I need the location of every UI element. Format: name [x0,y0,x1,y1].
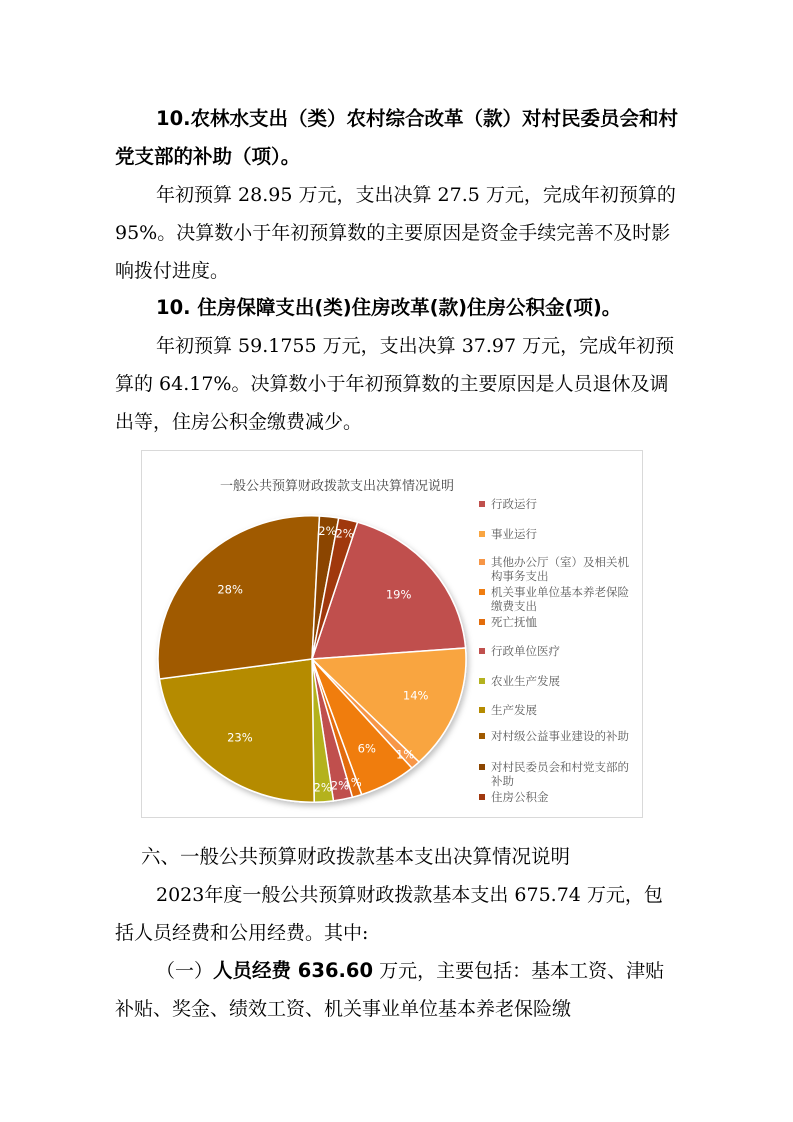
pie-svg [142,451,482,819]
legend-swatch [479,794,485,800]
section-body-housing: 年初预算 59.1755 万元，支出决算 37.97 万元，完成年初预算的 64.17%。决算数小于年初预算数的主要原因是人员退休及调出等，住房公积金缴费减少。 [115,335,675,433]
legend-label: 对村级公益事业建设的补助 [491,729,629,743]
legend-item-5 [479,644,631,658]
pie-label-2: 1% [395,747,415,762]
section-body-agriculture: 年初预算 28.95 万元，支出决算 27.5 万元，完成年初预算的 95%。决算数小于年初预算数的主要原因是资金手续完善不及时影响拨付进度。 [115,184,676,282]
pie-chart [141,450,643,818]
legend-label: 行政运行 [491,497,537,511]
section6-item1 [115,952,680,1028]
legend-item-0 [479,497,631,511]
legend-item-8 [479,729,631,743]
pie-label-6: 2% [313,780,332,795]
pie-label-1: 14% [402,688,429,703]
legend-label: 机关事业单位基本养老保险缴费支出 [491,585,629,613]
section6-heading: 六、一般公共预算财政拨款基本支出决算情况说明 [141,845,571,868]
pie-label-7: 23% [227,730,253,745]
pie-label-5: 2% [330,778,350,793]
legend-label: 生产发展 [491,703,537,717]
legend-item-2 [479,555,631,583]
pie-slice-8 [158,516,319,679]
item1-prefix: （一） [156,960,214,982]
pie-label-4: 1% [343,775,362,790]
legend-label: 事业运行 [491,527,537,541]
legend-swatch [479,589,485,595]
pie-label-0: 19% [385,587,412,602]
legend-item-3 [479,585,631,613]
legend-item-4 [479,615,631,629]
legend-label: 农业生产发展 [491,674,560,688]
section6-body: 2023年度一般公共预算财政拨款基本支出 675.74 万元，包括人员经费和公用经费。其中: [115,884,663,944]
item1-rest: 万元，主要包括：基本工资、津贴补贴、奖金、绩效工资、机关事业单位基本养老保险缴 [115,960,665,1020]
legend-item-10 [479,790,631,804]
legend-swatch [479,559,485,565]
legend-swatch [479,648,485,654]
section-heading-agriculture: 10.农林水支出（类）农村综合改革（款）对村民委员会和村党支部的补助（项）。 [115,107,679,168]
legend-swatch [479,619,485,625]
legend-swatch [479,764,485,770]
legend-item-6 [479,674,631,688]
legend-swatch [479,501,485,507]
legend-swatch [479,707,485,713]
legend-label: 其他办公厅（室）及相关机构事务支出 [491,555,629,583]
legend-swatch [479,733,485,739]
legend-label: 死亡抚恤 [491,615,537,629]
pie-label-8: 28% [217,582,243,597]
chart-title: 一般公共预算财政拨款支出决算情况说明 [220,479,455,494]
legend-swatch [479,678,485,684]
section-heading-housing: 10. 住房保障支出(类)住房改革(款)住房公积金(项)。 [156,296,622,319]
item1-bold: 人员经费 636.60 [213,959,374,982]
legend-swatch [479,531,485,537]
pie-label-10: 2% [335,526,354,541]
legend-item-1 [479,527,631,541]
legend-label: 住房公积金 [491,790,549,804]
pie-label-3: 6% [357,741,376,756]
pie-label-9: 2% [318,523,337,538]
legend-item-9 [479,760,631,788]
legend-label: 对村民委员会和村党支部的补助 [491,760,629,788]
legend-item-7 [479,703,631,717]
legend-label: 行政单位医疗 [491,644,560,658]
